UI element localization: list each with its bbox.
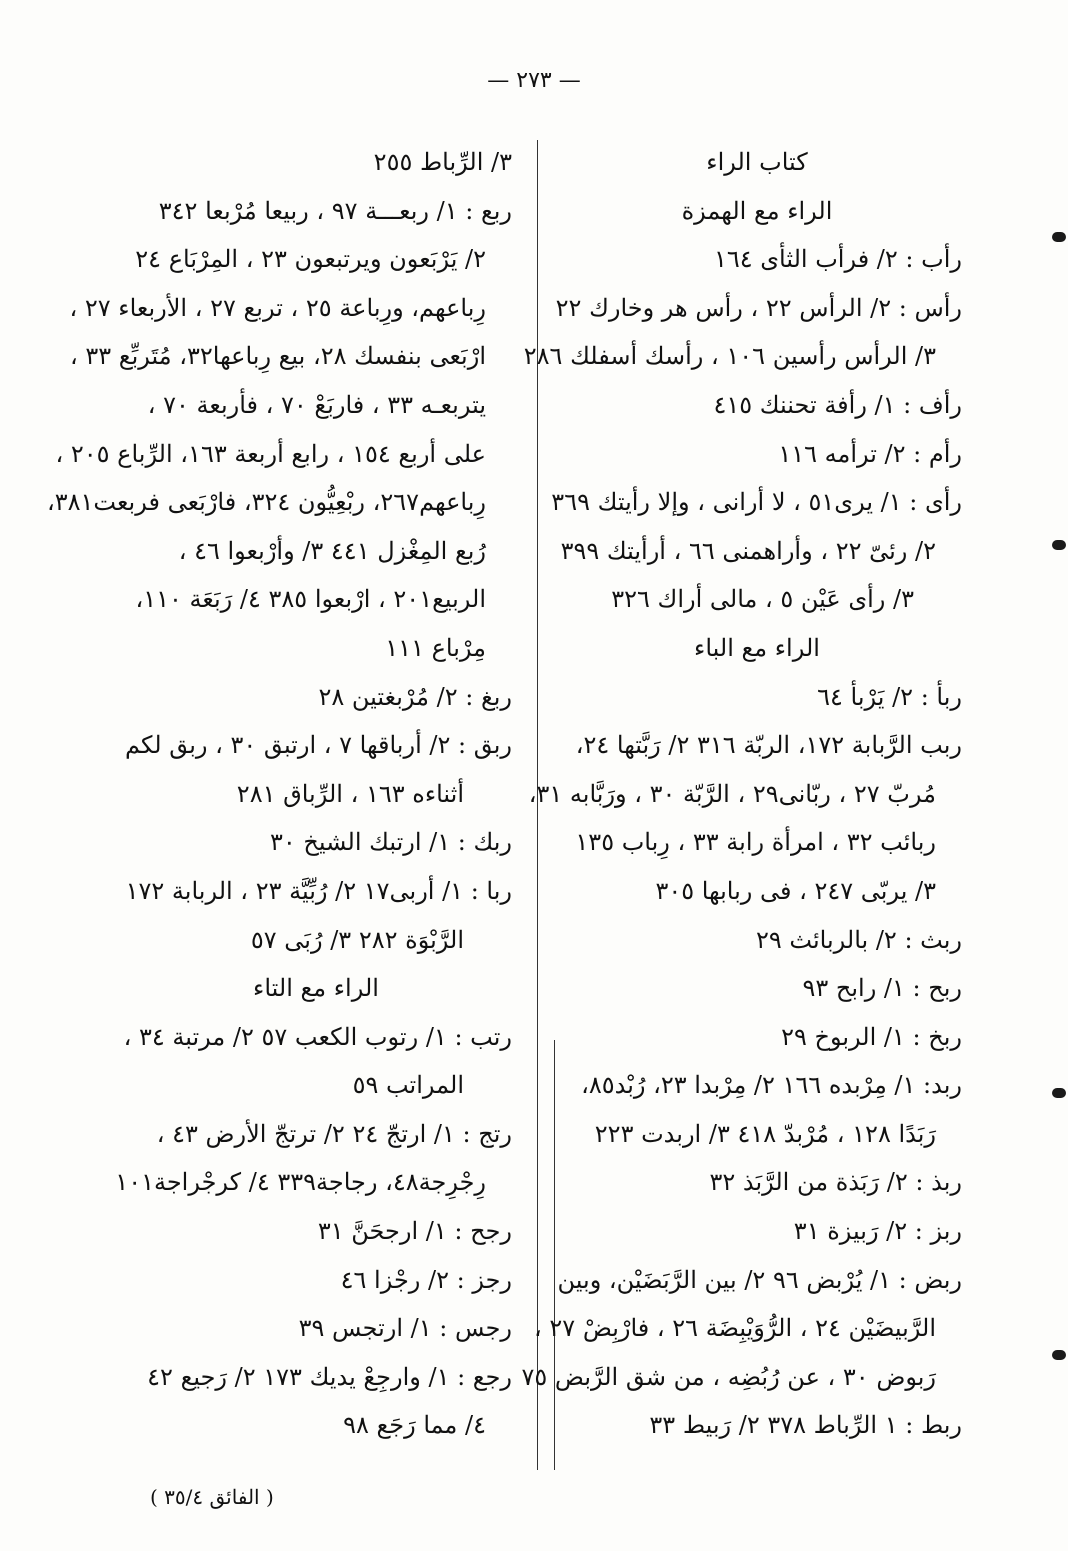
entry-line: ربث : ٢/ بالربائث ٢٩ <box>756 925 962 954</box>
entry-line: الرَّبيضَيْن ٢٤ ، الرُّوَيْبِضَة ٢٦ ، فارْبِضْ ٢٧ ، <box>534 1314 936 1343</box>
entry-line: على أربع ١٥٤ ، رابع أربعة ١٦٣، الرِّباع ٢٠٥ ، <box>55 439 486 468</box>
entry-line: ربا : ١/ أربى١٧ ٢/ رُبِّيَّة ٢٣ ، الربابة ١٧٢ <box>125 876 512 905</box>
entry-line: الراء مع التاء <box>253 974 379 1003</box>
page-number: — ٢٧٣ — <box>487 68 581 93</box>
entry-line: رتب : ١/ رتوب الكعب ٥٧ ٢/ مرتبة ٣٤ ، <box>123 1022 512 1051</box>
entry-line: ربح : ١/ رابح ٩٣ <box>802 974 962 1003</box>
entry-line: مِرْباع ١١١ <box>385 633 486 662</box>
entry-line: ٣/ الرِّباط ٢٥٥ <box>373 148 512 176</box>
entry-line: ربب الرَّبابة ١٧٢، الربّة ٣١٦ ٢/ رَبَّتها ٢٤، <box>575 731 962 760</box>
entry-line: رأى : ١/ يرى٥١ ، لا أرانى ، وإلا رأيتك ٣٦٩ <box>551 488 962 517</box>
entry-line: ارْبَعى بنفسك ٢٨، بيع رِباعها٣٢، مُتَربِّع ٣٣ ، <box>70 342 486 371</box>
entry-line: ربع : ١/ ربعـــة ٩٧ ، ربيعا مُرْبعا ٣٤٢ <box>158 196 512 225</box>
entry-line: ٣/ رأى عَيْن ٥ ، مالى أراك ٣٢٦ <box>611 585 914 614</box>
entry-line: ٢/ رئىّ ٢٢ ، وأراهمنى ٦٦ ، أرأيتك ٣٩٩ <box>560 536 936 565</box>
entry-line: ربخ : ١/ الربوخ ٢٩ <box>781 1022 962 1051</box>
entry-line: يتربعـه ٣٣ ، فاربَعْ ٧٠ ، فأربعة ٧٠ ، <box>147 390 486 419</box>
entry-line: ربائب ٣٢ ، امرأة رابة ٣٣ ، رِباب ١٣٥ <box>575 828 936 857</box>
entry-line: أثناءه ١٦٣ ، الرِّباق ٢٨١ <box>236 779 464 808</box>
entry-line: الراء مع الباء <box>694 633 820 662</box>
entry-line: رأف : ١/ رأفة تحننك ٤١٥ <box>713 390 962 419</box>
entry-line: ٣/ يربّى ٢٤٧ ، فى ربابها ٣٠٥ <box>655 876 936 905</box>
entry-line: رجع : ١/ وارجِعْ يديك ١٧٣ ٢/ رَجيع ٤٢ <box>147 1362 512 1391</box>
entry-line: ربز : ٢/ رَبيزة ٣١ <box>793 1217 962 1246</box>
entry-line: ربض : ١/ يُرْبض ٩٦ ٢/ بين الرَّبَضَيْن، وبين <box>557 1265 962 1294</box>
entry-line: رأم : ٢/ ترأمه ١١٦ <box>778 439 962 468</box>
entry-line: ربق : ٢/ أرباقها ٧ ، ارتبق ٣٠ ، ربق لكم <box>125 731 512 760</box>
margin-mark <box>1052 540 1066 550</box>
entry-line: ربك : ١/ ارتبك الشيخ ٣٠ <box>269 828 512 857</box>
right-column <box>521 138 962 1450</box>
entry-line: الراء مع الهمزة <box>681 196 833 225</box>
left-column <box>46 138 512 1450</box>
entry-line: رِباعهم٢٦٧، ربْعِيُّون ٣٢٤، فارْبَعى فربعت٣٨١، <box>46 488 486 517</box>
entry-line: ٢/ يَرْبَعون ويرتبعون ٢٣ ، المِرْبَاع ٢٤ <box>135 245 486 274</box>
entry-line: رَبَدًا ١٢٨ ، مُرْبدّ ٤١٨ ٣/ اربدت ٢٢٣ <box>594 1119 936 1148</box>
entry-line: رِجْرِجة٤٨، رجاجة٣٣٩ ٤/ كرجْراجة١٠١ <box>115 1168 486 1197</box>
entry-line: رأب : ٢/ فرأب الثأى ١٦٤ <box>713 245 962 274</box>
entry-line: ربغ : ٢/ مُرْبغتين ٢٨ <box>318 682 512 711</box>
entry-line: المراتب ٥٩ <box>352 1071 464 1100</box>
entry-line: رجس : ١/ ارتجس ٣٩ <box>298 1314 512 1343</box>
entry-line: رُبع المِغْزل ٤٤١ ٣/ وأرْبعوا ٤٦ ، <box>178 536 486 565</box>
entry-line: ربذ : ٢/ رَبَذة من الرَّبَذ ٣٢ <box>709 1168 962 1197</box>
margin-mark <box>1052 232 1066 242</box>
entry-line: كتاب الراء <box>706 148 808 176</box>
entry-line: الربيع٢٠١ ، ارْبعوا ٣٨٥ ٤/ رَبَعَة ١١٠، <box>135 585 486 614</box>
entry-line: الرَّبْوَة ٢٨٢ ٣/ رُبَى ٥٧ <box>250 925 464 954</box>
margin-mark <box>1052 1088 1066 1098</box>
entry-line: ٤/ مما رَجَع ٩٨ <box>343 1411 486 1440</box>
entry-line: مُربّ ٢٧ ، ربّانى٢٩ ، الرَّبّة ٣٠ ، ورَبَّابه ٣١، <box>528 779 936 808</box>
entry-line: ربط : ١ الرِّباط ٣٧٨ ٢/ رَبيط ٣٣ <box>649 1411 962 1440</box>
entry-line: ربد: ١/ مِرْبده ١٦٦ ٢/ مِرْبدا ٢٣، رُبْد٨٥، <box>581 1071 962 1100</box>
entry-line: ٣/ الرأس رأسين ١٠٦ ، رأسك أسفلك ٢٨٦ <box>523 342 936 371</box>
entry-line: رتج : ١/ ارتجّ ٢٤ ٢/ ترتجّ الأرض ٤٣ ، <box>156 1119 512 1148</box>
entry-line: ربأ : ٢/ يَرْبأ ٦٤ <box>817 682 962 711</box>
margin-mark <box>1052 1350 1066 1360</box>
entry-line: رَبوض ٣٠ ، عن رُبُضِه ، من شق الرَّبض ٧٥ <box>521 1362 936 1391</box>
footer-reference: ( الفائق ٣٥/٤ ) <box>150 1485 274 1509</box>
entry-line: رِباعهم، ورِباعة ٢٥ ، تربع ٢٧ ، الأربعاء ٢٧ ، <box>69 293 486 322</box>
entry-line: رجز : ٢/ رجْزا ٤٦ <box>340 1265 512 1294</box>
entry-line: رأس : ٢/ الرأس ٢٢ ، رأس هر وخارك ٢٢ <box>555 293 962 322</box>
entry-line: رجح : ١/ ارجحَنَّ ٣١ <box>317 1217 512 1246</box>
